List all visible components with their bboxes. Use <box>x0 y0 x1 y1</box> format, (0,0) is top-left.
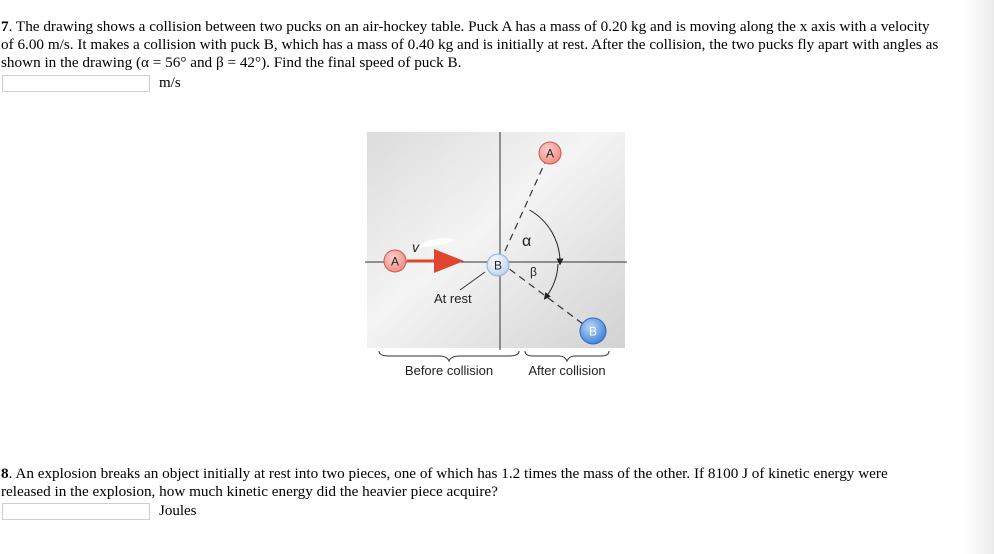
velocity-label: v <box>412 239 419 255</box>
question-8-text-1: . An explosion breaks an object initially at rest into two pieces, one of which has 1.2 times the mass of the other. If 8100 J of kinetic energy were <box>8 465 888 482</box>
alpha-label: α <box>522 233 532 250</box>
at-rest-label: At rest <box>434 291 472 306</box>
page-edge-shadow <box>964 0 994 554</box>
puck-a-before-label: A <box>390 254 400 269</box>
question-7-line-3: shown in the drawing (α = 56° and β = 42°). Find the final speed of puck B. <box>1 54 462 71</box>
question-7-answer-input[interactable] <box>2 75 150 92</box>
beta-label: β <box>530 265 537 279</box>
question-8-unit: Joules <box>159 502 197 519</box>
question-8-line-2: released in the explosion, how much kinetic energy did the heavier piece acquire? <box>1 483 498 500</box>
question-8-line-1 <box>1 465 991 483</box>
puck-b-after-label: B <box>588 324 598 339</box>
question-7-line-2: of 6.00 m/s. It makes a collision with puck B, which has a mass of 0.40 kg and is initially at rest. After the collision, the two pucks fly apart with angles as <box>1 36 939 53</box>
before-collision-label: Before collision <box>404 363 494 378</box>
collision-figure <box>361 128 631 378</box>
question-7-line-1 <box>1 18 991 36</box>
puck-a-after-label: A <box>545 146 555 161</box>
question-8 <box>1 465 991 501</box>
puck-b-before-label: B <box>493 258 503 273</box>
after-brace <box>525 351 609 361</box>
before-brace <box>379 351 519 361</box>
question-7-number: 7 <box>1 18 9 35</box>
question-8-answer-input[interactable] <box>2 503 150 520</box>
question-8-answer-row <box>2 501 197 521</box>
after-collision-label: After collision <box>528 363 606 378</box>
question-7 <box>1 18 991 72</box>
question-7-unit: m/s <box>159 74 181 91</box>
question-7-answer-row <box>2 73 181 93</box>
collision-diagram <box>361 128 631 378</box>
question-7-text-1: . The drawing shows a collision between two pucks on an air-hockey table. Puck A has a mass of 0.20 kg and is moving along the x axis with a velocity <box>8 18 930 35</box>
table-surface <box>367 132 625 348</box>
question-8-number: 8 <box>1 465 9 482</box>
